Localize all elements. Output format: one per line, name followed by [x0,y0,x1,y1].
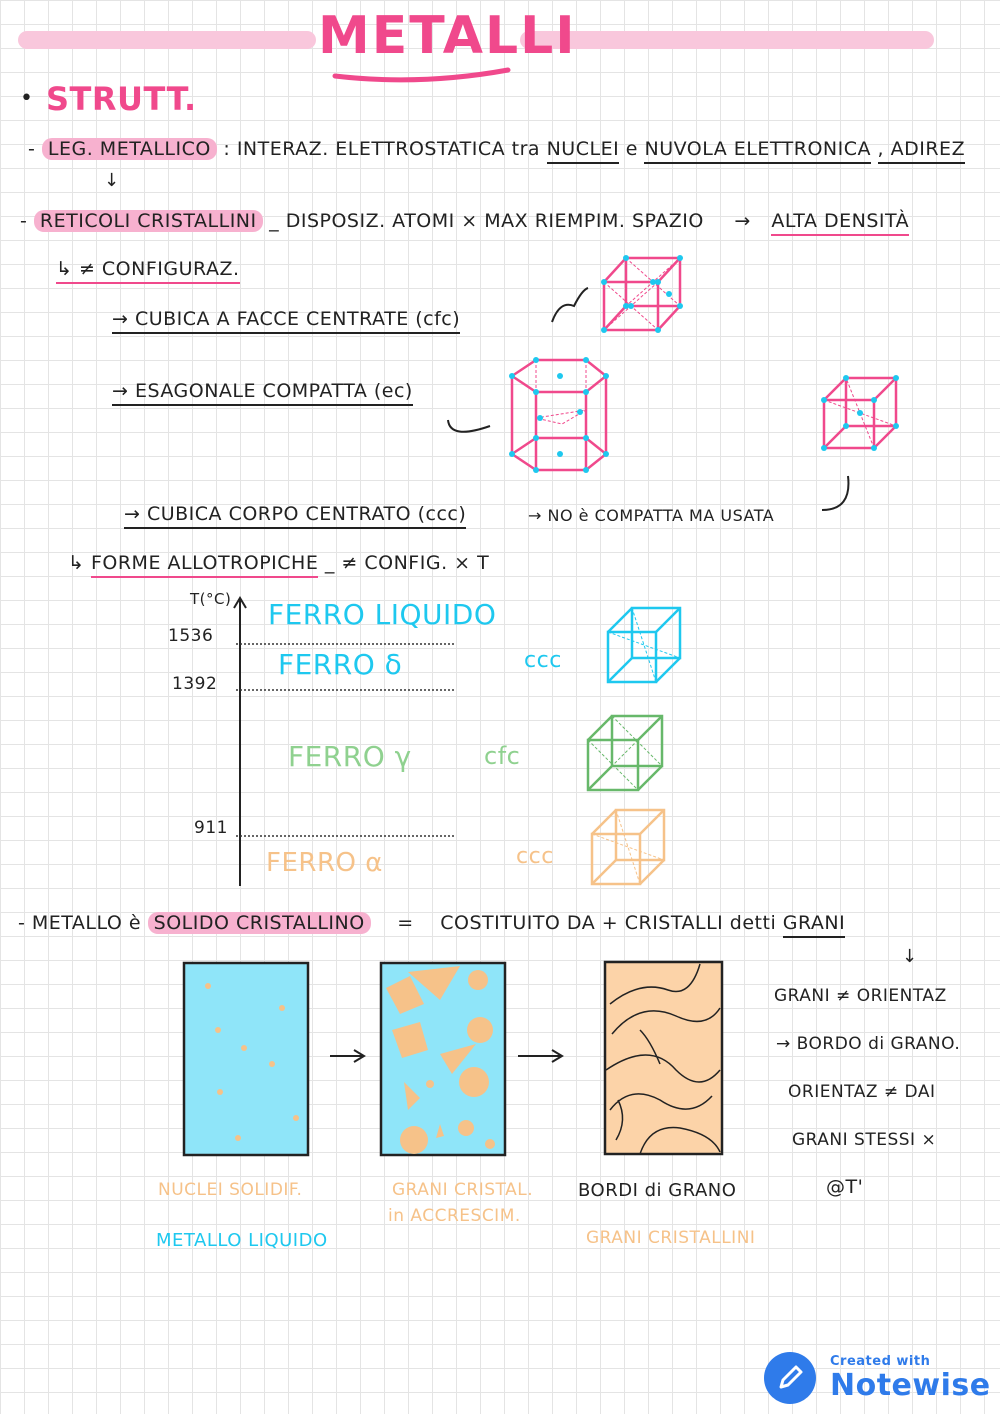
text-disposiz: _ DISPOSIZ. ATOMI × MAX RIEMPIM. SPAZIO [269,210,704,232]
text-ccc-note: → NO è COMPATTA MA USATA [528,506,775,525]
title-bar-left [18,31,316,49]
axis-label-temperature: T(°C) [190,590,232,608]
bullet-dot: • [20,86,34,111]
text-metallo-e: - METALLO è [18,912,142,934]
colon: : [223,138,231,160]
dash: - [20,210,34,232]
struct-delta: ccc [524,648,562,673]
stage1-label-metallo-liquido: METALLO LIQUIDO [156,1230,328,1251]
term-solido-cristallino: SOLIDO CRISTALLINO [148,912,371,934]
text-ec: → ESAGONALE COMPATTA (ec) [112,380,413,402]
phase-ferro-alpha: FERRO α [266,848,383,878]
line-allotropiche [68,552,489,574]
temp-1392: 1392 [172,674,218,694]
stage3-label-bordi: BORDI di GRANO [578,1180,737,1201]
text-grani: GRANI [783,912,845,938]
line-leg-metallico [28,138,965,160]
phase-ferro-delta: FERRO δ [278,648,403,681]
text-ccc: → CUBICA CORPO CENTRATO (ccc) [124,503,466,525]
page-title: METALLI [318,6,577,66]
term-forme-allotropiche: FORME ALLOTROPICHE [91,552,318,578]
text-nuclei: NUCLEI [547,138,620,164]
stage2-label-accrescim: in ACCRESCIM. [388,1206,521,1226]
text-cfc: → CUBICA A FACCE CENTRATE (cfc) [112,308,460,330]
dash: - [28,138,42,160]
stage2-label-grani: GRANI CRISTAL. [392,1180,534,1200]
struct-alpha: ccc [516,844,554,869]
text-config: _ ≠ CONFIG. × T [324,552,490,574]
note-grani-orientaz: GRANI ≠ ORIENTAZ [774,986,947,1006]
text-nuvola: NUVOLA ELETTRONICA [644,138,871,164]
notewise-logo-icon [764,1352,816,1404]
text-e: e [625,138,638,160]
text-interazione: INTERAZ. ELETTROSTATICA tra [236,138,541,160]
line-solido-cristallino [18,912,845,934]
struct-gamma: cfc [484,742,521,770]
note-bordo-di-grano: → BORDO di GRANO. [776,1034,961,1054]
text-adirez: , ADIREZ [878,138,966,164]
term-reticoli: RETICOLI CRISTALLINI [34,210,263,232]
text-costituito: COSTITUITO DA + CRISTALLI detti [440,912,777,934]
note-orientaz-dai: ORIENTAZ ≠ DAI [788,1082,936,1102]
text-alta-densita: ALTA DENSITÀ [771,210,909,236]
brand-created-with: Created with [830,1354,931,1369]
stage3-label-grani-cristallini: GRANI CRISTALLINI [586,1228,756,1248]
term-leg-metallico: LEG. METALLICO [42,138,217,160]
text-configuraz: ↳ ≠ CONFIGURAZ. [56,258,240,280]
title-bar-right [520,31,934,49]
temp-1536: 1536 [168,626,214,646]
stage1-label-nuclei: NUCLEI SOLIDIF. [158,1180,303,1200]
hook-arrow: ↳ [68,552,91,574]
down-arrow-icon: ↓ [104,170,120,191]
temp-911: 911 [194,818,228,838]
down-arrow-icon-2: ↓ [902,946,918,967]
equals-sign: = [397,912,414,934]
phase-ferro-liquido: FERRO LIQUIDO [268,598,497,631]
arrow-icon: → [734,210,751,232]
brand-notewise: Notewise [830,1368,991,1403]
note-at-t: @T' [826,1176,864,1198]
phase-ferro-gamma: FERRO γ [288,740,412,773]
line-reticoli [20,210,909,232]
note-grani-stessi: GRANI STESSI × [792,1130,937,1150]
section-heading-strutt: STRUTT. [46,80,197,118]
